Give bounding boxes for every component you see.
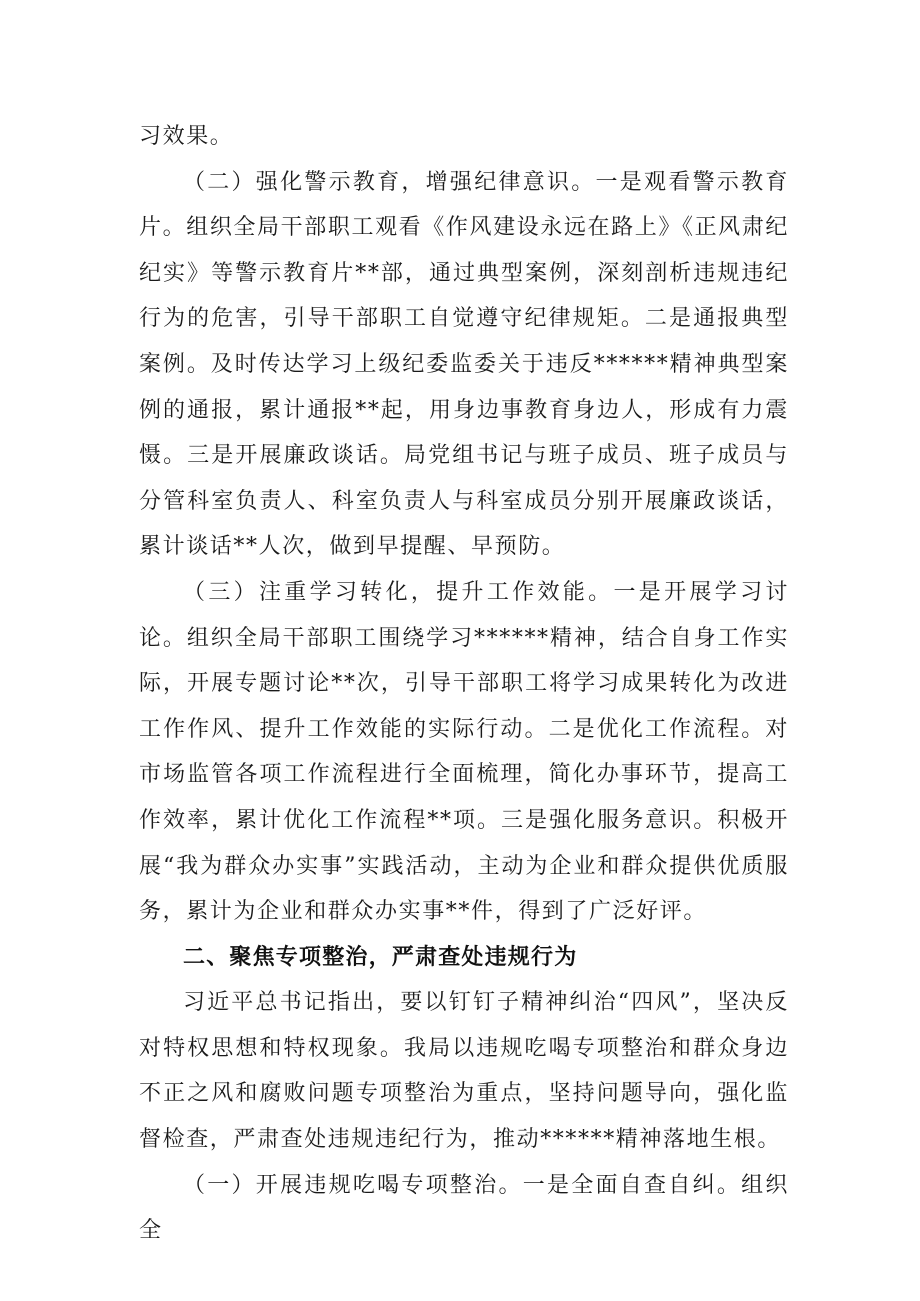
paragraph-section-intro: 习近平总书记指出，要以钉钉子精神纠治“四风”，坚决反对特权思想和特权现象。我局以违规吃喝专项整治和群众身边不正之风和腐败问题专项整治为重点，坚持问题导向，强化监督检查，严肃查处违规违纪行为，推动******精神落地生根。 — [139, 990, 789, 1153]
paragraph-warning-education: （二）强化警示教育，增强纪律意识。一是观看警示教育片。组织全局干部职工观看《作风建设永远在路上》《正风肃纪纪实》等警示教育片**部，通过典型案例，深刻剖析违规违纪行为的危害，引导干部职工自觉遵守纪律规矩。二是通报典型案例。及时传达学习上级纪委监委关于违反******精神典型案例的通报，累计通报**起，用身边事教育身边人，形成有力震慑。三是开展廉政谈话。局党组书记与班子成员、班子成员与分管科室负责人、科室负责人与科室成员分别开展廉政谈话，累计谈话**人次，做到早提醒、早预防。 — [139, 169, 789, 560]
paragraph-special-rectification: （一）开展违规吃喝专项整治。一是全面自查自纠。组织全 — [139, 1172, 789, 1244]
document-body — [139, 114, 789, 1254]
section-heading: 二、聚焦专项整治，严肃查处违规行为 — [183, 944, 578, 970]
paragraph-continuation: 习效果。 — [139, 124, 234, 149]
paragraph-learning-transformation: （三）注重学习转化，提升工作效能。一是开展学习讨论。组织全局干部职工围绕学习******精神，结合自身工作实际，开展专题讨论**次，引导干部职工将学习成果转化为改进工作作风、提升工作效能的实际行动。二是优化工作流程。对市场监管各项工作流程进行全面梳理，简化办事环节，提高工作效率，累计优化工作流程**项。三是强化服务意识。积极开展“我为群众办实事”实践活动，主动为企业和群众提供优质服务，累计为企业和群众办实事**件，得到了广泛好评。 — [139, 579, 789, 925]
